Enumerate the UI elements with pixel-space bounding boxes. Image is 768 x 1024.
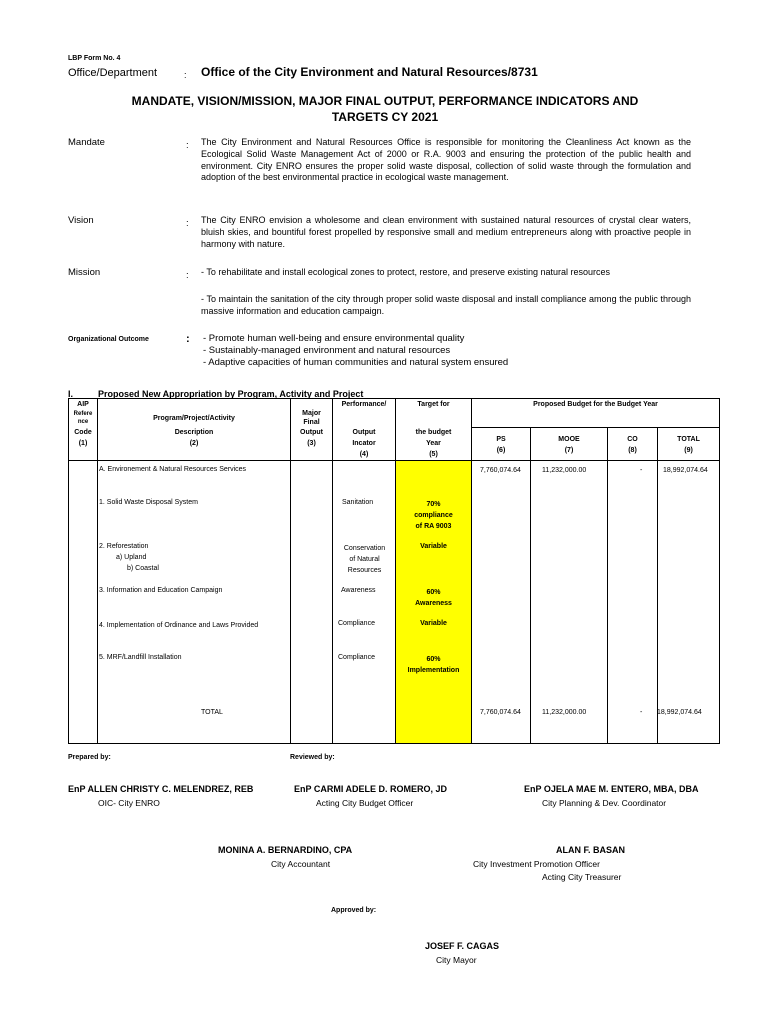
office-colon: : xyxy=(184,70,187,80)
mooe-header-line: (7) xyxy=(564,446,574,454)
reviewed-by-label: Reviewed by: xyxy=(290,754,335,761)
target-header-line: the budget xyxy=(415,429,452,436)
row-1-target xyxy=(396,499,471,532)
aip-header-line: AIP xyxy=(77,401,89,408)
row-4-indicator: Compliance xyxy=(338,620,375,627)
total-header xyxy=(658,427,720,461)
total-row-total: 18,992,074.64 xyxy=(657,709,702,716)
ps-header-line: (6) xyxy=(496,446,506,454)
target-header-line: (5) xyxy=(429,451,438,458)
signatory-5-title-2: Acting City Treasurer xyxy=(542,872,622,882)
target-header-line: Target for xyxy=(417,401,450,408)
row-a-total: 18,992,074.64 xyxy=(663,467,708,474)
co-header-line: (8) xyxy=(628,446,637,454)
perf-header-lower xyxy=(333,427,396,461)
mfo-header-line: Final xyxy=(303,419,320,426)
aip-header-line: Refere xyxy=(73,411,93,417)
row-a-co: - xyxy=(640,467,643,474)
perf-header xyxy=(333,399,396,428)
row-2-target: Variable xyxy=(420,543,447,550)
aip-body-cell xyxy=(69,461,98,744)
page-title xyxy=(70,93,700,125)
mooe-header xyxy=(531,427,608,461)
signatory-1-name: EnP ALLEN CHRISTY C. MELENDREZ, REB xyxy=(68,784,254,794)
row-5-indicator: Compliance xyxy=(338,654,375,661)
org-outcome-colon: : xyxy=(186,333,190,345)
co-header-line: CO xyxy=(627,435,638,443)
ppa-header xyxy=(98,399,291,428)
row-3-target-line: Awareness xyxy=(415,600,452,607)
row-1-target-line: 70% xyxy=(426,501,441,508)
row-3-indicator: Awareness xyxy=(341,587,376,594)
ppa-header-line: Description xyxy=(174,429,214,436)
perf-header-line: Output xyxy=(352,429,376,436)
signatory-4-name: MONINA A. BERNARDINO, CPA xyxy=(218,845,353,855)
mfo-header xyxy=(291,399,333,428)
row-3-description: 3. Information and Education Campaign xyxy=(99,587,223,594)
org-outcome-item: - Adaptive capacities of human communities and natural system ensured xyxy=(203,356,509,368)
row-a-mooe: 11,232,000.00 xyxy=(542,467,587,474)
row-5-target-line: 60% xyxy=(426,656,441,663)
aip-header-line: Code xyxy=(74,429,92,436)
mfo-header-line: Output xyxy=(300,429,323,436)
co-header xyxy=(608,427,658,461)
mfo-header-line: (3) xyxy=(307,440,316,447)
row-5-target-line: Implementation xyxy=(407,667,460,674)
office-value: Office of the City Environment and Natural Resources/8731 xyxy=(201,65,538,79)
org-outcome-list xyxy=(203,333,508,368)
row-a-description: A. Environement & Natural Resources Services xyxy=(99,466,247,473)
signatory-5-name: ALAN F. BASAN xyxy=(556,845,625,855)
total-row-co: - xyxy=(640,709,643,716)
vision-label: Vision xyxy=(68,215,94,226)
vision-colon: : xyxy=(186,218,189,229)
signatory-3-name: EnP OJELA MAE M. ENTERO, MBA, DBA xyxy=(524,784,699,794)
title-line-2: TARGETS CY 2021 xyxy=(331,110,439,124)
signatory-6-title: City Mayor xyxy=(436,955,477,965)
row-2-indicator-line: Conservation xyxy=(343,545,386,552)
total-header-line: (9) xyxy=(684,446,693,454)
org-outcome-label: Organizational Outcome xyxy=(68,336,149,343)
aip-header-lower xyxy=(69,427,98,461)
signatory-2-title: Acting City Budget Officer xyxy=(316,798,414,808)
perf-header-line: (4) xyxy=(359,451,369,458)
row-1-indicator: Sanitation xyxy=(342,499,374,506)
program-number: I. xyxy=(68,389,74,399)
ps-header xyxy=(472,427,531,461)
row-4-description: 4. Implementation of Ordinance and Laws Provided xyxy=(99,622,259,629)
row-1-target-line: of RA 9003 xyxy=(415,523,452,530)
total-row-mooe: 11,232,000.00 xyxy=(542,709,587,716)
row-1-target-line: compliance xyxy=(414,512,453,519)
ps-header-line: PS xyxy=(496,435,506,443)
org-outcome-item: - Promote human well-being and ensure environmental quality xyxy=(203,333,465,344)
signatory-5-title-1: City Investment Promotion Officer xyxy=(473,859,600,869)
mission-colon: : xyxy=(186,270,189,281)
mission-label: Mission xyxy=(68,267,101,278)
total-row-ps: 7,760,074.64 xyxy=(480,709,521,716)
signatory-6-name: JOSEF F. CAGAS xyxy=(425,941,500,951)
row-3-target xyxy=(396,587,471,609)
title-line-1: MANDATE, VISION/MISSION, MAJOR FINAL OUTPUT, PERFORMANCE INDICATORS AND xyxy=(131,94,639,108)
perf-header-line: Performance/ xyxy=(341,401,387,408)
mooe-body-cell xyxy=(531,461,608,744)
total-body-cell xyxy=(658,461,720,744)
row-3-target-line: 60% xyxy=(426,589,441,596)
signatory-2-name: EnP CARMI ADELE D. ROMERO, JD xyxy=(294,784,448,794)
row-2-sub-coastal: b) Coastal xyxy=(127,565,159,572)
mooe-header-line: MOOE xyxy=(558,435,580,443)
signatory-3-title: City Planning & Dev. Coordinator xyxy=(542,798,667,808)
ps-body-cell xyxy=(472,461,531,744)
mfo-header-line: Major xyxy=(302,410,321,417)
mission-text-2: - To maintain the sanitation of the city through proper solid waste disposal and install compliance among the public through massive information and education campaign. xyxy=(201,294,691,316)
mission-text-1: - To rehabilitate and install ecological zones to protect, restore, and preserve existing natural resources xyxy=(201,267,611,277)
row-2-indicator-line: of Natural xyxy=(349,556,380,563)
mandate-label: Mandate xyxy=(68,137,105,148)
row-2-sub-upland: a) Upland xyxy=(116,554,147,561)
office-label: Office/Department xyxy=(68,67,158,79)
approved-by-label: Approved by: xyxy=(331,907,377,914)
mandate-colon: : xyxy=(186,140,189,151)
ppa-header-line: (2) xyxy=(189,440,199,447)
row-2-indicator-line: Resources xyxy=(347,567,382,574)
target-header xyxy=(396,399,472,428)
budget-header: Proposed Budget for the Budget Year xyxy=(472,399,720,428)
program-title: Proposed New Appropriation by Program, Activity and Project xyxy=(98,389,364,399)
vision-text: The City ENRO envision a wholesome and clean environment with sustained natural resources of crystal clear waters, bluish skies, and bountiful forest propelled by responsive small and medium entrepreneurs along with proactive people in harmony with nature. xyxy=(201,215,691,249)
co-body-cell xyxy=(608,461,658,744)
target-header-lower xyxy=(396,427,472,461)
mandate-text: The City Environment and Natural Resources Office is responsible for monitoring the Cleanliness Act known as the Ecological Solid Waste Management Act of 2000 or R.A. 9003 and ensuring the protection of the public health and environment. City ENRO ensures the proper solid waste disposal, collection of solid waste through the formulation and adoption of the best environmental practice in ecological waste management. xyxy=(201,137,691,183)
perf-header-line: Incator xyxy=(352,440,376,447)
total-row-label: TOTAL xyxy=(201,709,223,716)
aip-header xyxy=(69,399,98,428)
org-outcome-item: - Sustainably-managed environment and natural resources xyxy=(203,344,451,356)
row-a-ps: 7,760,074.64 xyxy=(480,467,521,474)
mfo-header-lower xyxy=(291,427,333,461)
aip-header-line: nce xyxy=(77,419,89,425)
ppa-header-line: Program/Project/Activity xyxy=(153,415,235,422)
row-2-description: 2. Reforestation xyxy=(99,543,149,550)
row-5-target xyxy=(396,654,471,676)
row-1-description: 1. Solid Waste Disposal System xyxy=(99,499,198,506)
mfo-body-cell xyxy=(291,461,333,744)
total-header-line: TOTAL xyxy=(677,435,700,443)
target-header-line: Year xyxy=(426,440,441,447)
signatory-1-title: OIC- City ENRO xyxy=(98,798,160,808)
row-5-description: 5. MRF/Landfill Installation xyxy=(99,654,182,661)
form-number: LBP Form No. 4 xyxy=(68,55,121,62)
signatory-4-title: City Accountant xyxy=(271,859,331,869)
ppa-header-lower xyxy=(98,427,291,461)
row-4-target: Variable xyxy=(420,620,447,627)
row-2-indicator xyxy=(333,543,396,576)
aip-header-line: (1) xyxy=(78,440,88,447)
prepared-by-label: Prepared by: xyxy=(68,754,111,761)
